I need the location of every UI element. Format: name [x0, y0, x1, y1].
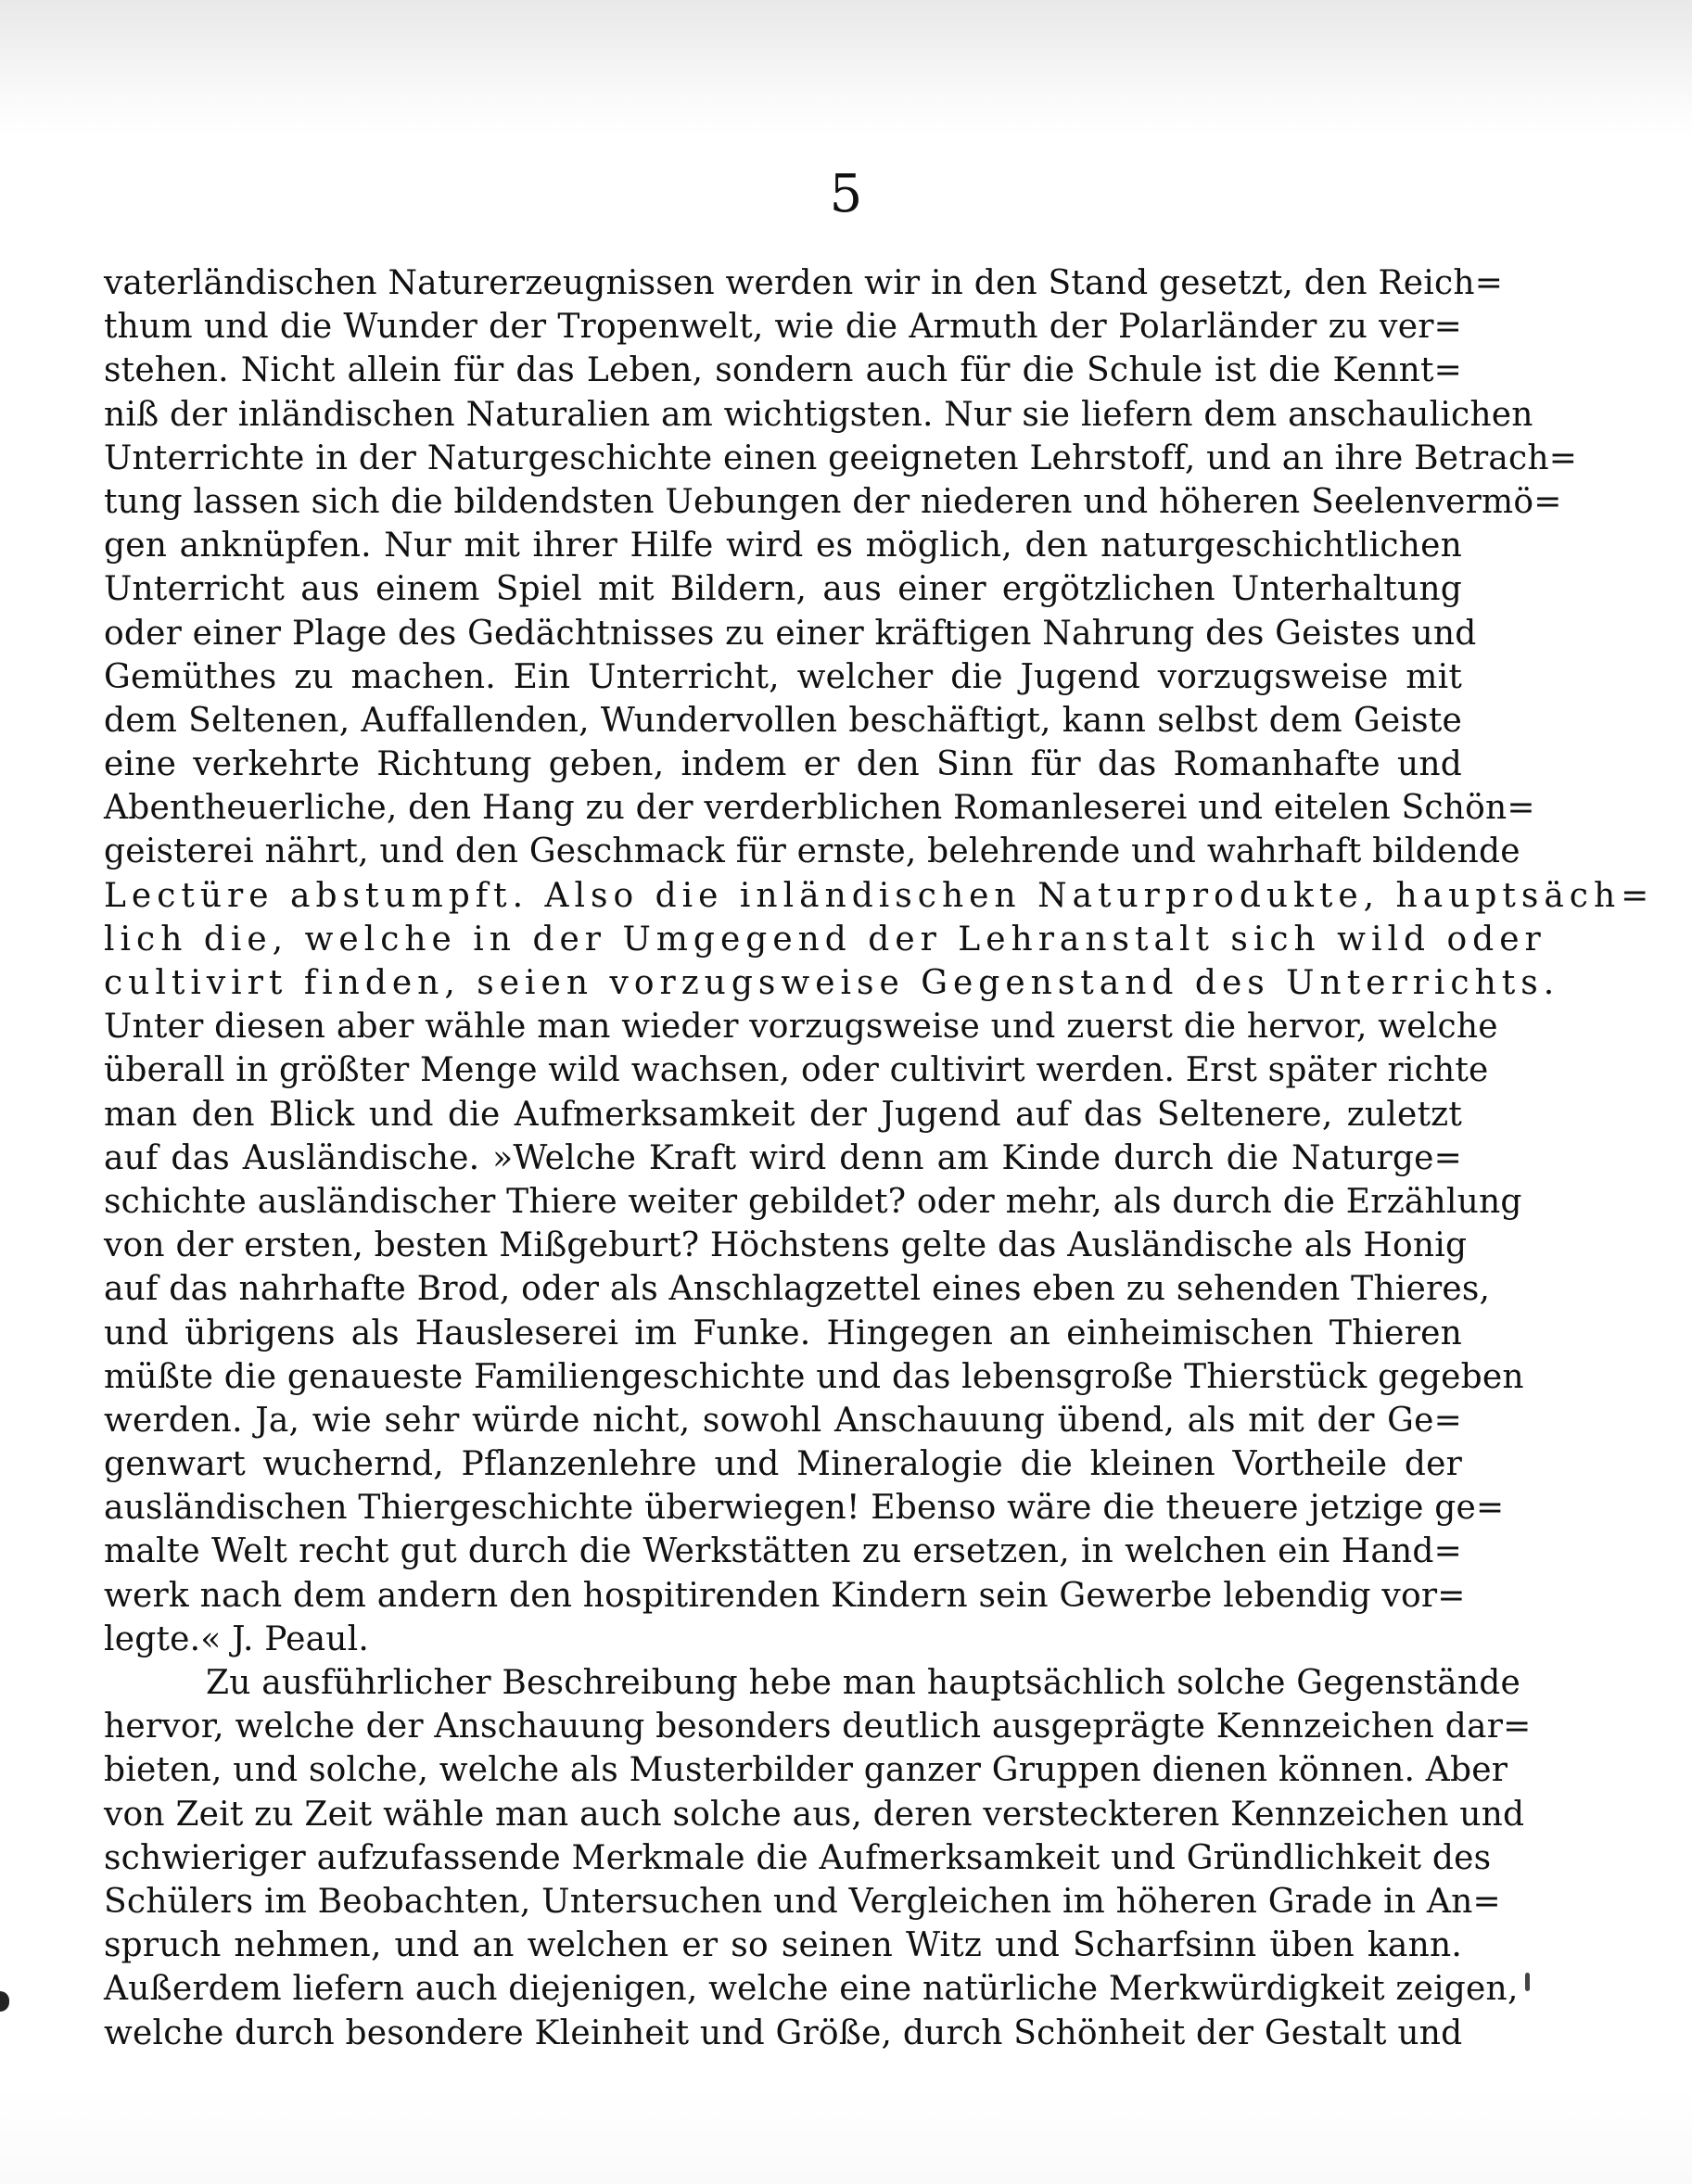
text-line: schichte ausländischer Thiere weiter gebildet? oder mehr, als durch die Erzählung	[104, 1182, 1522, 1221]
text-line: bieten, und solche, welche als Musterbilder ganzer Gruppen dienen können. Aber	[104, 1751, 1508, 1790]
text-line: spruch nehmen, und an welchen er so seinen Witz und Scharfsinn üben kann.	[104, 1926, 1462, 1965]
text-line: eine verkehrte Richtung geben, indem er den Sinn für das Romanhafte und	[104, 745, 1462, 784]
text-line: man den Blick und die Aufmerksamkeit der Jugend auf das Seltenere, zuletzt	[104, 1095, 1462, 1134]
text-line: von der ersten, besten Mißgeburt? Höchstens gelte das Ausländische als Honig	[104, 1226, 1468, 1265]
text-line: gen anknüpfen. Nur mit ihrer Hilfe wird es möglich, den naturgeschichtlichen	[104, 527, 1462, 565]
text-line: überall in größter Menge wild wachsen, oder cultivirt werden. Erst später richte	[104, 1051, 1489, 1090]
text-line: von Zeit zu Zeit wähle man auch solche aus, deren versteckteren Kennzeichen und	[104, 1795, 1525, 1834]
scan-shadow	[0, 0, 1692, 139]
text-line: ausländischen Thiergeschichte überwiegen! Ebenso wäre die theuere jetzige ge=	[104, 1489, 1505, 1528]
text-line: Unter diesen aber wähle man wieder vorzugsweise und zuerst die hervor, welche	[104, 1008, 1498, 1047]
text-line-spaced: cultivirt finden, seien vorzugsweise Gegenstand des Unterrichts.	[104, 964, 1560, 1002]
text-line-spaced: Lectüre abstumpft. Also die inländischen Naturprodukte, hauptsäch=	[104, 876, 1655, 915]
page-number: 5	[829, 164, 863, 224]
text-line: Schülers im Beobachten, Untersuchen und Vergleichen im höheren Grade in An=	[104, 1882, 1501, 1921]
quote-attribution-line: legte.« J. Peaul.	[104, 1619, 369, 1658]
text-line: müßte die genaueste Familiengeschichte und das lebensgroße Thierstück gegeben	[104, 1357, 1524, 1396]
text-line: und übrigens als Hausleserei im Funke. Hingegen an einheimischen Thieren	[104, 1314, 1462, 1352]
text-line: vaterländischen Naturerzeugnissen werden wir in den Stand gesetzt, den Reich=	[104, 264, 1504, 302]
text-line: Gemüthes zu machen. Ein Unterricht, welcher die Jugend vorzugsweise mit	[104, 657, 1462, 696]
text-line: welche durch besondere Kleinheit und Größe, durch Schönheit der Gestalt und	[104, 2013, 1463, 2052]
text-line: auf das nahrhafte Brod, oder als Anschlagzettel eines eben zu sehenden Thieres,	[104, 1270, 1491, 1309]
text-line: geisterei nährt, und den Geschmack für ernste, belehrende und wahrhaft bildende	[104, 832, 1520, 871]
text-line: dem Seltenen, Auffallenden, Wundervollen beschäftigt, kann selbst dem Geiste	[104, 701, 1462, 740]
scan-margin-mark	[0, 1991, 9, 2012]
text-line: Abentheuerliche, den Hang zu der verderblichen Romanleserei und eitelen Schön=	[104, 789, 1535, 828]
text-line: niß der inländischen Naturalien am wichtigsten. Nur sie liefern dem anschaulichen	[104, 395, 1533, 434]
text-line: auf das Ausländische. »Welche Kraft wird denn am Kinde durch die Naturge=	[104, 1138, 1462, 1177]
text-line-spaced: lich die, welche in der Umgegend der Lehranstalt sich wild oder	[104, 920, 1546, 959]
text-line: thum und die Wunder der Tropenwelt, wie die Armuth der Polarländer zu ver=	[104, 308, 1462, 347]
text-line: genwart wuchernd, Pflanzenlehre und Mineralogie die kleinen Vortheile der	[104, 1445, 1462, 1484]
text-line: Unterrichte in der Naturgeschichte einen geeigneten Lehrstoff, und an ihre Betrach=	[104, 438, 1578, 477]
text-line: werden. Ja, wie sehr würde nicht, sowohl Anschauung übend, als mit der Ge=	[104, 1401, 1462, 1440]
text-line: stehen. Nicht allein für das Leben, sondern auch für die Schule ist die Kennt=	[104, 351, 1462, 390]
text-line: malte Welt recht gut durch die Werkstätten zu ersetzen, in welchen ein Hand=	[104, 1532, 1462, 1571]
body-text	[104, 261, 1655, 2055]
scan-speck	[1525, 1973, 1530, 1991]
text-line: tung lassen sich die bildendsten Uebungen der niederen und höheren Seelenvermö=	[104, 482, 1562, 521]
text-line: Unterricht aus einem Spiel mit Bildern, aus einer ergötzlichen Unterhaltung	[104, 570, 1462, 609]
text-line: werk nach dem andern den hospitirenden Kindern sein Gewerbe lebendig vor=	[104, 1576, 1466, 1615]
text-line: hervor, welche der Anschauung besonders deutlich ausgeprägte Kennzeichen dar=	[104, 1708, 1532, 1746]
text-line: schwieriger aufzufassende Merkmale die Aufmerksamkeit und Gründlichkeit des	[104, 1838, 1492, 1877]
text-line: oder einer Plage des Gedächtnisses zu einer kräftigen Nahrung des Geistes und	[104, 614, 1477, 653]
text-line: Außerdem liefern auch diejenigen, welche eine natürliche Merkwürdigkeit zeigen,	[104, 1970, 1519, 2009]
paragraph-start-line: Zu ausführlicher Beschreibung hebe man hauptsächlich solche Gegenstände	[206, 1664, 1520, 1702]
